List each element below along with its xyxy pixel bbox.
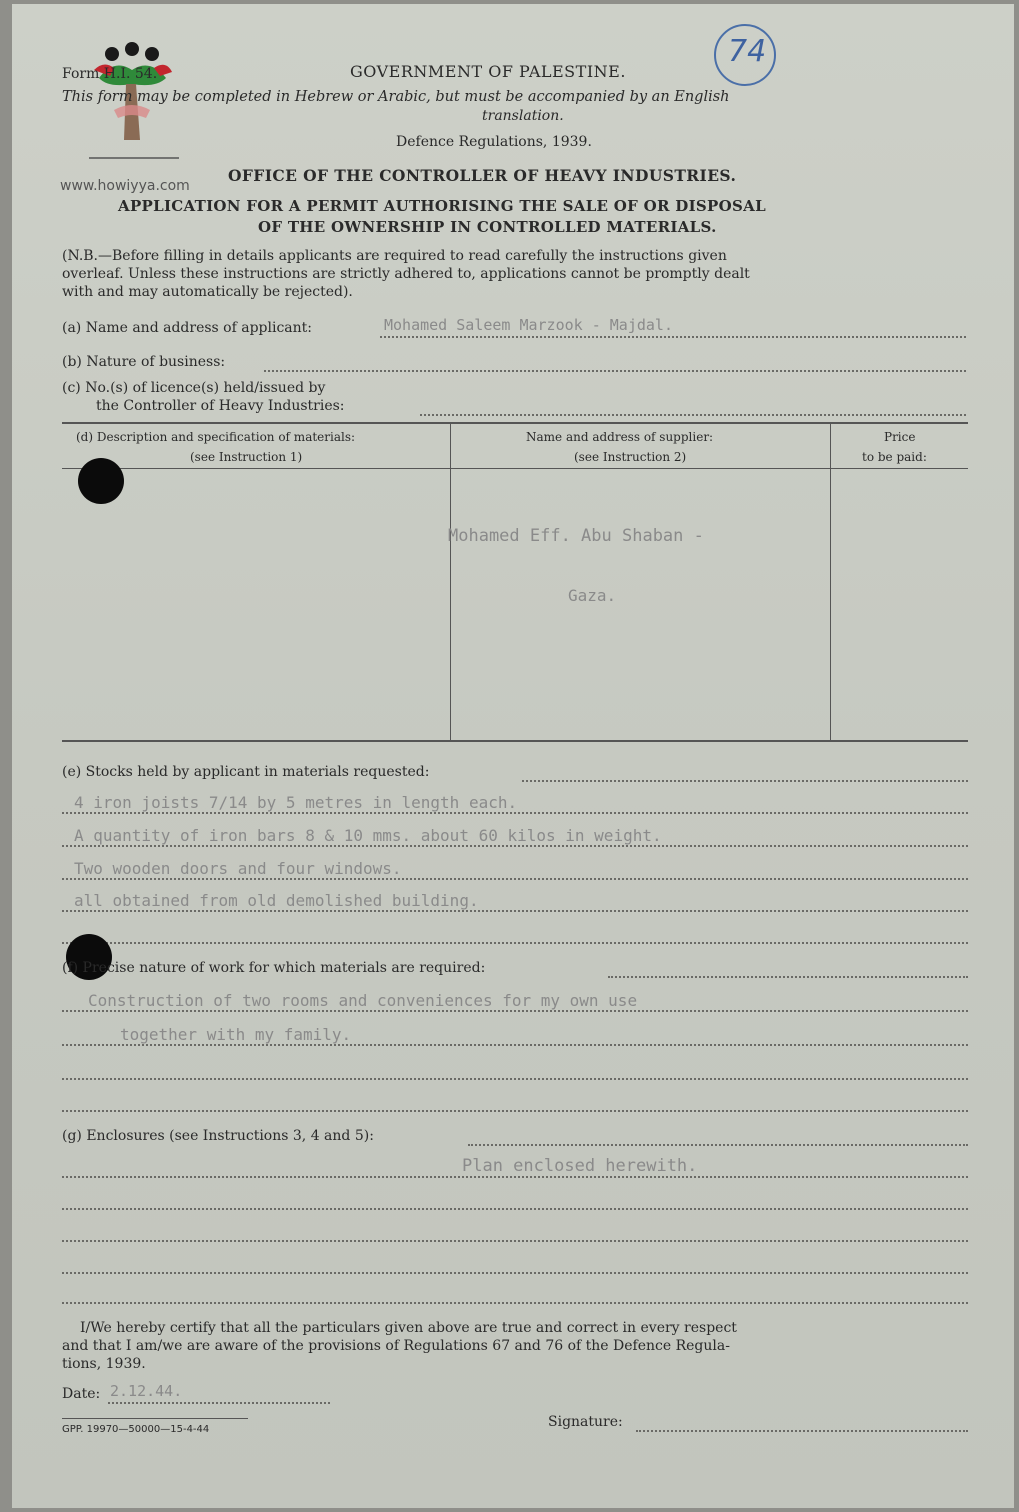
note-line1: (N.B.—Before filling in details applicants are required to read carefully the instructions given [62, 248, 727, 264]
stocks-label: (e) Stocks held by applicant in materials requested: [62, 764, 430, 780]
document-page [12, 4, 1014, 1508]
date-label: Date: [62, 1386, 101, 1402]
stocks-line-4[interactable]: all obtained from old demolished building. [74, 891, 479, 910]
certification-line2: and that I am/we are aware of the provisions of Regulations 67 and 76 of the Defence Regula- [62, 1338, 730, 1354]
supplier-header-line1: Name and address of supplier: [526, 430, 714, 444]
price-header-line2: to be paid: [862, 450, 927, 464]
enclosures-value[interactable]: Plan enclosed herewith. [462, 1156, 698, 1176]
applicant-value[interactable]: Mohamed Saleem Marzook - Majdal. [384, 316, 673, 334]
supplier-header-line2: (see Instruction 2) [574, 450, 687, 464]
punch-hole-top [78, 458, 124, 504]
note-line2: overleaf. Unless these instructions are strictly adhered to, applications cannot be promptly dealt [62, 266, 750, 282]
description-header-line1: (d) Description and specification of materials: [76, 430, 356, 444]
stocks-line-2[interactable]: A quantity of iron bars 8 & 10 mms. about 60 kilos in weight. [74, 826, 662, 845]
applicant-label: (a) Name and address of applicant: [62, 320, 313, 336]
handwritten-page-number: 74 [728, 34, 767, 69]
regulations-heading: Defence Regulations, 1939. [396, 134, 592, 150]
language-note-line1: This form may be completed in Hebrew or Arabic, but must be accompanied by an English [62, 89, 730, 105]
stocks-line-1[interactable]: 4 iron joists 7/14 by 5 metres in length each. [74, 793, 518, 812]
language-note-line2: translation. [482, 108, 564, 124]
title-line1: APPLICATION FOR A PERMIT AUTHORISING THE SALE OF OR DISPOSAL [118, 197, 766, 215]
work-line-2[interactable]: together with my family. [120, 1025, 352, 1044]
note-line3: with and may automatically be rejected). [62, 284, 353, 300]
date-value[interactable]: 2.12.44. [110, 1382, 183, 1400]
supplier-value-line2[interactable]: Gaza. [568, 586, 617, 605]
office-heading: OFFICE OF THE CONTROLLER OF HEAVY INDUSTRIES. [228, 166, 737, 185]
title-line2: OF THE OWNERSHIP IN CONTROLLED MATERIALS. [258, 218, 717, 236]
licence-label-line1: (c) No.(s) of licence(s) held/issued by [62, 380, 326, 396]
certification-line3: tions, 1939. [62, 1356, 146, 1372]
howiyya-logo [74, 40, 194, 180]
work-label: (f) Precise nature of work for which materials are required: [62, 960, 486, 976]
business-label: (b) Nature of business: [62, 354, 226, 370]
stocks-line-3[interactable]: Two wooden doors and four windows. [74, 859, 402, 878]
government-heading: GOVERNMENT OF PALESTINE. [350, 62, 626, 81]
enclosures-label: (g) Enclosures (see Instructions 3, 4 and 5): [62, 1128, 374, 1144]
supplier-value-line1[interactable]: Mohamed Eff. Abu Shaban - [448, 526, 704, 546]
form-number: Form H.I. 54. [62, 66, 158, 82]
certification-line1: I/We hereby certify that all the particulars given above are true and correct in every respect [80, 1320, 737, 1336]
print-code: GPP. 19970—50000—15-4-44 [62, 1424, 210, 1435]
work-line-1[interactable]: Construction of two rooms and conveniences for my own use [88, 991, 638, 1010]
signature-label: Signature: [548, 1414, 623, 1430]
description-header-line2: (see Instruction 1) [190, 450, 303, 464]
watermark-site: www.howiyya.com [60, 178, 190, 194]
licence-label-line2: the Controller of Heavy Industries: [96, 398, 345, 414]
price-header-line1: Price [884, 430, 916, 444]
